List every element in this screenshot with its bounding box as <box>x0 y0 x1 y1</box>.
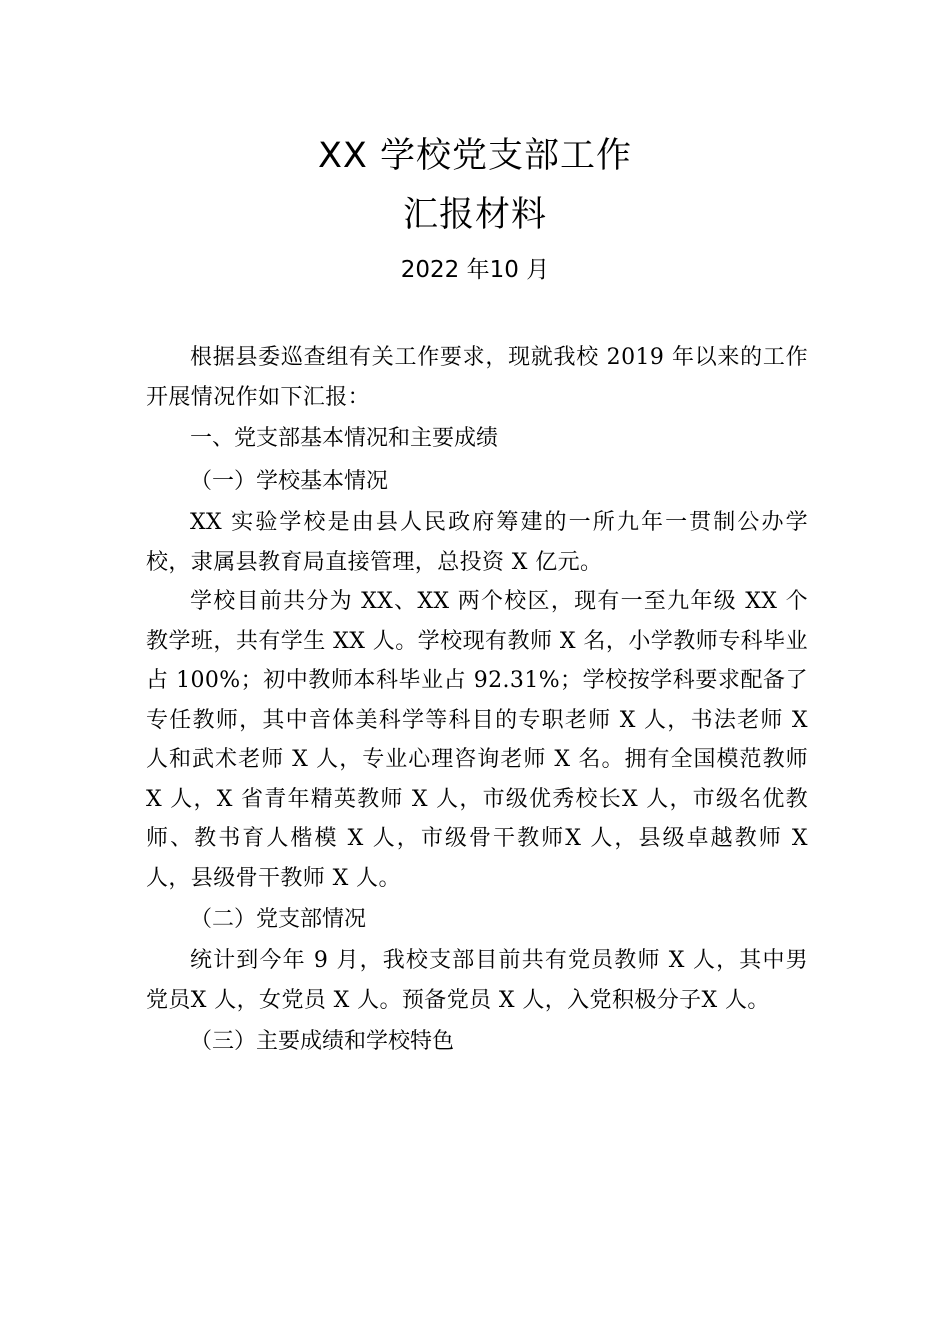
party-branch-paragraph: 统计到今年 9 月，我校支部目前共有党员教师 X 人，其中男党员X 人，女党员 X 人。预备党员 X 人，入党积极分子X 人。 <box>146 948 808 1013</box>
school-overview-paragraph: XX 实验学校是由县人民政府筹建的一所九年一贯制公办学校，隶属县教育局直接管理，总投资 X 亿元。 <box>146 510 808 575</box>
document-date: 2022 年10 月 <box>400 257 550 283</box>
subsection-heading-2: （二）党支部情况 <box>190 907 367 932</box>
intro-paragraph: 根据县委巡查组有关工作要求，现就我校 2019 年以来的工作开展情况作如下汇报： <box>146 345 808 410</box>
document-title-line-1: XX 学校党支部工作 <box>317 136 633 176</box>
section-heading-1: 一、党支部基本情况和主要成绩 <box>190 426 499 451</box>
subsection-heading-3: （三）主要成绩和学校特色 <box>190 1029 455 1054</box>
subsection-heading-1: （一）学校基本情况 <box>190 469 389 494</box>
document-body <box>146 338 808 1063</box>
document-title-line-2: 汇报材料 <box>402 195 547 235</box>
school-staff-paragraph: 学校目前共分为 XX、XX 两个校区，现有一至九年级 XX 个教学班，共有学生 XX 人。学校现有教师 X 名，小学教师专科毕业占 100%；初中教师本科毕业占 92.31%；学校按学科要求配备了专任教师，其中音体美科学等科目的专职老师 X 人，书法老师 X 人和武术老师 X 人，专业心理咨询老师 X 名。拥有全国模范教师 X 人，X 省青年精英教师 X 人，市级优秀校长X 人，市级名优教师、教书育人楷模 X 人，市级骨干教师X 人，县级卓越教师 X 人，县级骨干教师 X 人。 <box>146 589 808 891</box>
